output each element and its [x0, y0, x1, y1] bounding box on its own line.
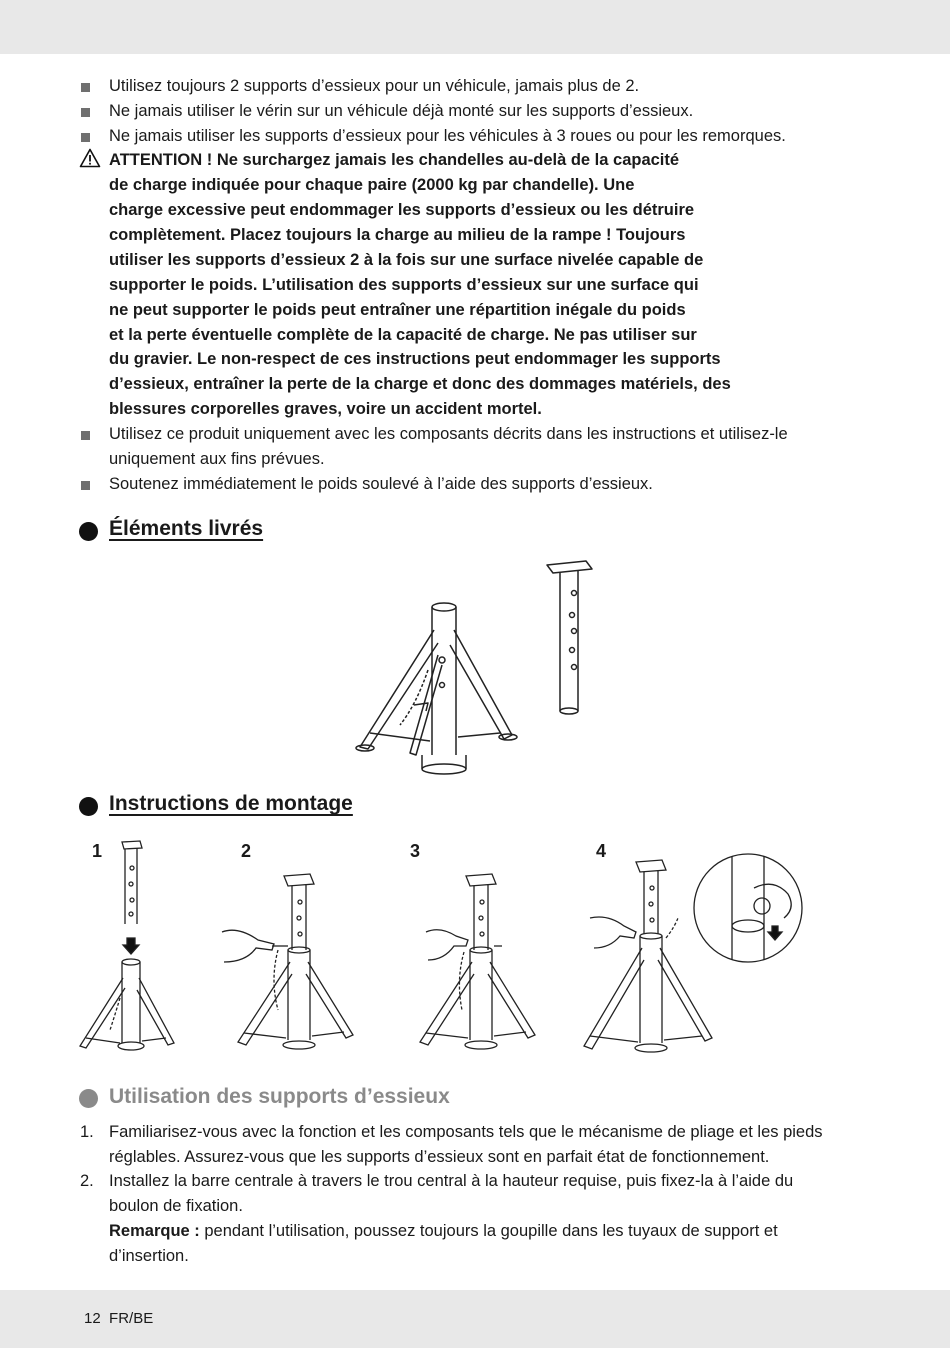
bullet-text: uniquement aux fins prévues. [109, 450, 325, 468]
page-footer [84, 1310, 153, 1327]
warning-line: charge excessive peut endommager les supports d’essieux ou les détruire [109, 201, 695, 219]
remark-text: pendant l’utilisation, poussez toujours la goupille dans les tuyaux de support et [199, 1222, 778, 1240]
step-number: 3 [410, 841, 421, 861]
bullet-square [81, 431, 90, 440]
warning-line: d’essieux, entraîner la perte de la charge et donc des dommages matériels, des [109, 375, 731, 393]
warning-line: de charge indiquée pour chaque paire (2000 kg par chandelle). Une [109, 176, 635, 194]
step-number: 1 [92, 841, 103, 861]
section-dot [79, 522, 98, 541]
section-title-assembly: Instructions de montage [109, 792, 353, 815]
step-number: 4 [596, 841, 607, 861]
bullet-text: Ne jamais utiliser le vérin sur un véhicule déjà monté sur les supports d’essieux. [109, 102, 694, 120]
bullet-square [81, 133, 90, 142]
list-number: 1. [80, 1123, 94, 1141]
section-title-delivered: Éléments livrés [109, 517, 264, 540]
bullet-text: Ne jamais utiliser les supports d’essieux pour les véhicules à 3 roues ou pour les remorques. [109, 127, 786, 145]
page-number: 12 [84, 1310, 101, 1327]
remark-label: Remarque : [109, 1222, 200, 1240]
warning-line: ATTENTION ! Ne surchargez jamais les chandelles au-delà de la capacité [109, 151, 680, 169]
list-item-text: Familiarisez-vous avec la fonction et les composants tels que le mécanisme de pliage et les pieds [109, 1123, 823, 1141]
section-dot [79, 797, 98, 816]
section-title-usage: Utilisation des supports d’essieux [109, 1085, 450, 1108]
warning-line: blessures corporelles graves, voire un accident mortel. [109, 400, 542, 418]
language-code: FR/BE [109, 1310, 154, 1327]
bullet-text: Utilisez toujours 2 supports d’essieux pour un véhicule, jamais plus de 2. [109, 77, 640, 95]
step-4-illustration [574, 848, 806, 1063]
section-dot [79, 1089, 98, 1108]
warning-line: et la perte éventuelle complète de la capacité de charge. Ne pas utiliser sur [109, 326, 697, 344]
step-1-illustration [74, 838, 184, 1058]
warning-line: complètement. Placez toujours la charge au milieu de la rampe ! Toujours [109, 226, 686, 244]
warning-line: supporter le poids. L’utilisation des supports d’essieux sur une surface qui [109, 276, 699, 294]
step-2-illustration [218, 870, 368, 1060]
bullet-text: Soutenez immédiatement le poids soulevé à l’aide des supports d’essieux. [109, 475, 653, 493]
warning-line: ne peut supporter le poids peut entraîner une répartition inégale du poids [109, 301, 686, 319]
remark-line: d’insertion. [109, 1247, 189, 1265]
bullet-square [81, 83, 90, 92]
step-number: 2 [241, 841, 252, 861]
bullet-square [81, 108, 90, 117]
list-item-text: boulon de fixation. [109, 1197, 243, 1215]
bullet-square [81, 481, 90, 490]
axle-stand-illustration [350, 555, 600, 780]
warning-triangle-icon [79, 148, 101, 168]
list-number: 2. [80, 1172, 94, 1190]
warning-line: du gravier. Le non-respect de ces instructions peut endommager les supports [109, 350, 721, 368]
list-item-text: Installez la barre centrale à travers le trou central à la hauteur requise, puis fixez-la à l’aide du [109, 1172, 794, 1190]
remark-line [109, 1219, 778, 1244]
warning-line: utiliser les supports d’essieux 2 à la fois sur une surface nivelée capable de [109, 251, 704, 269]
top-band [0, 0, 950, 54]
list-item-text: réglables. Assurez-vous que les supports d’essieux sont en parfait état de fonctionnement. [109, 1148, 770, 1166]
bullet-text: Utilisez ce produit uniquement avec les composants décrits dans les instructions et utilisez-le [109, 425, 788, 443]
step-3-illustration [410, 870, 550, 1060]
